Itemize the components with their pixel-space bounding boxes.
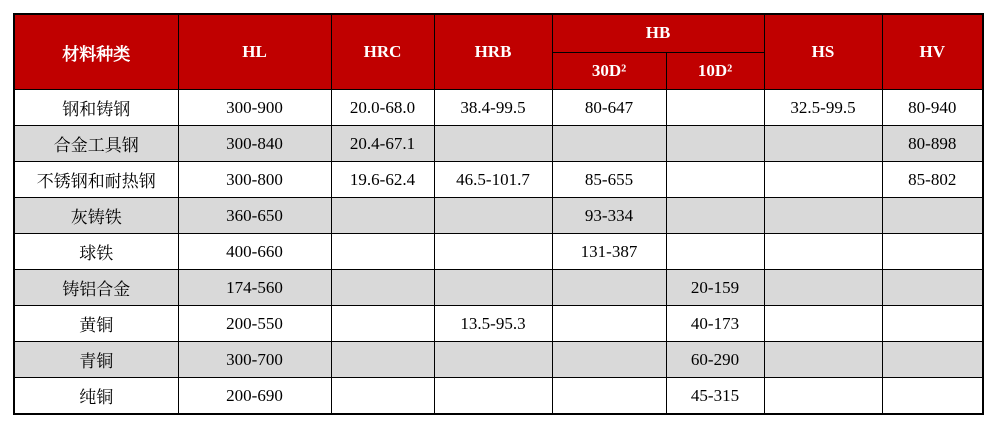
cell-hl: 300-700 [178,342,331,378]
cell-hb-30d2: 85-655 [552,162,666,198]
cell-hb-10d2: 20-159 [666,270,764,306]
cell-hs [764,126,882,162]
cell-hb-10d2: 40-173 [666,306,764,342]
cell-hl: 174-560 [178,270,331,306]
cell-hb-10d2 [666,162,764,198]
cell-material: 球铁 [14,234,178,270]
cell-hv: 85-802 [882,162,983,198]
column-header-hb-10d2: 10D² [666,52,764,90]
column-header-hrc: HRC [331,14,434,90]
cell-hs [764,342,882,378]
cell-material: 青铜 [14,342,178,378]
column-header-hb-30d2: 30D² [552,52,666,90]
cell-hs [764,270,882,306]
cell-hb-30d2: 80-647 [552,90,666,126]
table-row [14,90,983,126]
cell-material: 合金工具钢 [14,126,178,162]
cell-hrb: 46.5-101.7 [434,162,552,198]
cell-hrb [434,270,552,306]
table-row [14,234,983,270]
cell-hl: 300-900 [178,90,331,126]
column-header-hb: HB [552,14,764,52]
cell-hs [764,378,882,415]
cell-hb-30d2: 93-334 [552,198,666,234]
cell-hv: 80-940 [882,90,983,126]
cell-material: 灰铸铁 [14,198,178,234]
hardness-conversion-table [13,13,984,415]
column-header-hv: HV [882,14,983,90]
cell-hl: 200-550 [178,306,331,342]
cell-hl: 300-840 [178,126,331,162]
cell-hrc [331,234,434,270]
cell-hv [882,342,983,378]
cell-hrb [434,378,552,415]
cell-hb-30d2 [552,306,666,342]
cell-hrb: 38.4-99.5 [434,90,552,126]
cell-hs [764,162,882,198]
header-row-1 [14,14,983,52]
cell-hb-30d2 [552,378,666,415]
cell-hv [882,378,983,415]
cell-hrc: 19.6-62.4 [331,162,434,198]
table-row [14,270,983,306]
cell-hv [882,270,983,306]
cell-hb-10d2 [666,90,764,126]
cell-hs [764,306,882,342]
cell-hl: 360-650 [178,198,331,234]
cell-hb-10d2 [666,126,764,162]
cell-material: 黄铜 [14,306,178,342]
cell-hrb [434,126,552,162]
cell-hb-10d2: 60-290 [666,342,764,378]
cell-hrc [331,342,434,378]
cell-hrc [331,306,434,342]
cell-hrc [331,270,434,306]
hardness-conversion-table-container [13,13,984,415]
cell-hs [764,234,882,270]
cell-hs [764,198,882,234]
cell-hb-30d2: 131-387 [552,234,666,270]
cell-hrb [434,342,552,378]
column-header-hrb: HRB [434,14,552,90]
cell-material: 纯铜 [14,378,178,415]
cell-hrc: 20.0-68.0 [331,90,434,126]
cell-hrc: 20.4-67.1 [331,126,434,162]
cell-hv: 80-898 [882,126,983,162]
cell-hv [882,198,983,234]
cell-hl: 200-690 [178,378,331,415]
table-row [14,126,983,162]
cell-hb-10d2 [666,198,764,234]
cell-hb-10d2 [666,234,764,270]
cell-hl: 300-800 [178,162,331,198]
cell-hrb [434,234,552,270]
cell-hrb [434,198,552,234]
cell-material: 不锈钢和耐热钢 [14,162,178,198]
table-row [14,162,983,198]
cell-hb-10d2: 45-315 [666,378,764,415]
column-header-material: 材料种类 [14,14,178,90]
cell-hl: 400-660 [178,234,331,270]
table-row [14,306,983,342]
column-header-hl: HL [178,14,331,90]
cell-hv [882,234,983,270]
cell-material: 钢和铸钢 [14,90,178,126]
cell-hb-30d2 [552,270,666,306]
column-header-hs: HS [764,14,882,90]
table-row [14,342,983,378]
cell-hb-30d2 [552,126,666,162]
cell-hrb: 13.5-95.3 [434,306,552,342]
cell-material: 铸铝合金 [14,270,178,306]
cell-hrc [331,198,434,234]
table-row [14,198,983,234]
cell-hv [882,306,983,342]
cell-hb-30d2 [552,342,666,378]
table-row [14,378,983,415]
cell-hrc [331,378,434,415]
cell-hs: 32.5-99.5 [764,90,882,126]
